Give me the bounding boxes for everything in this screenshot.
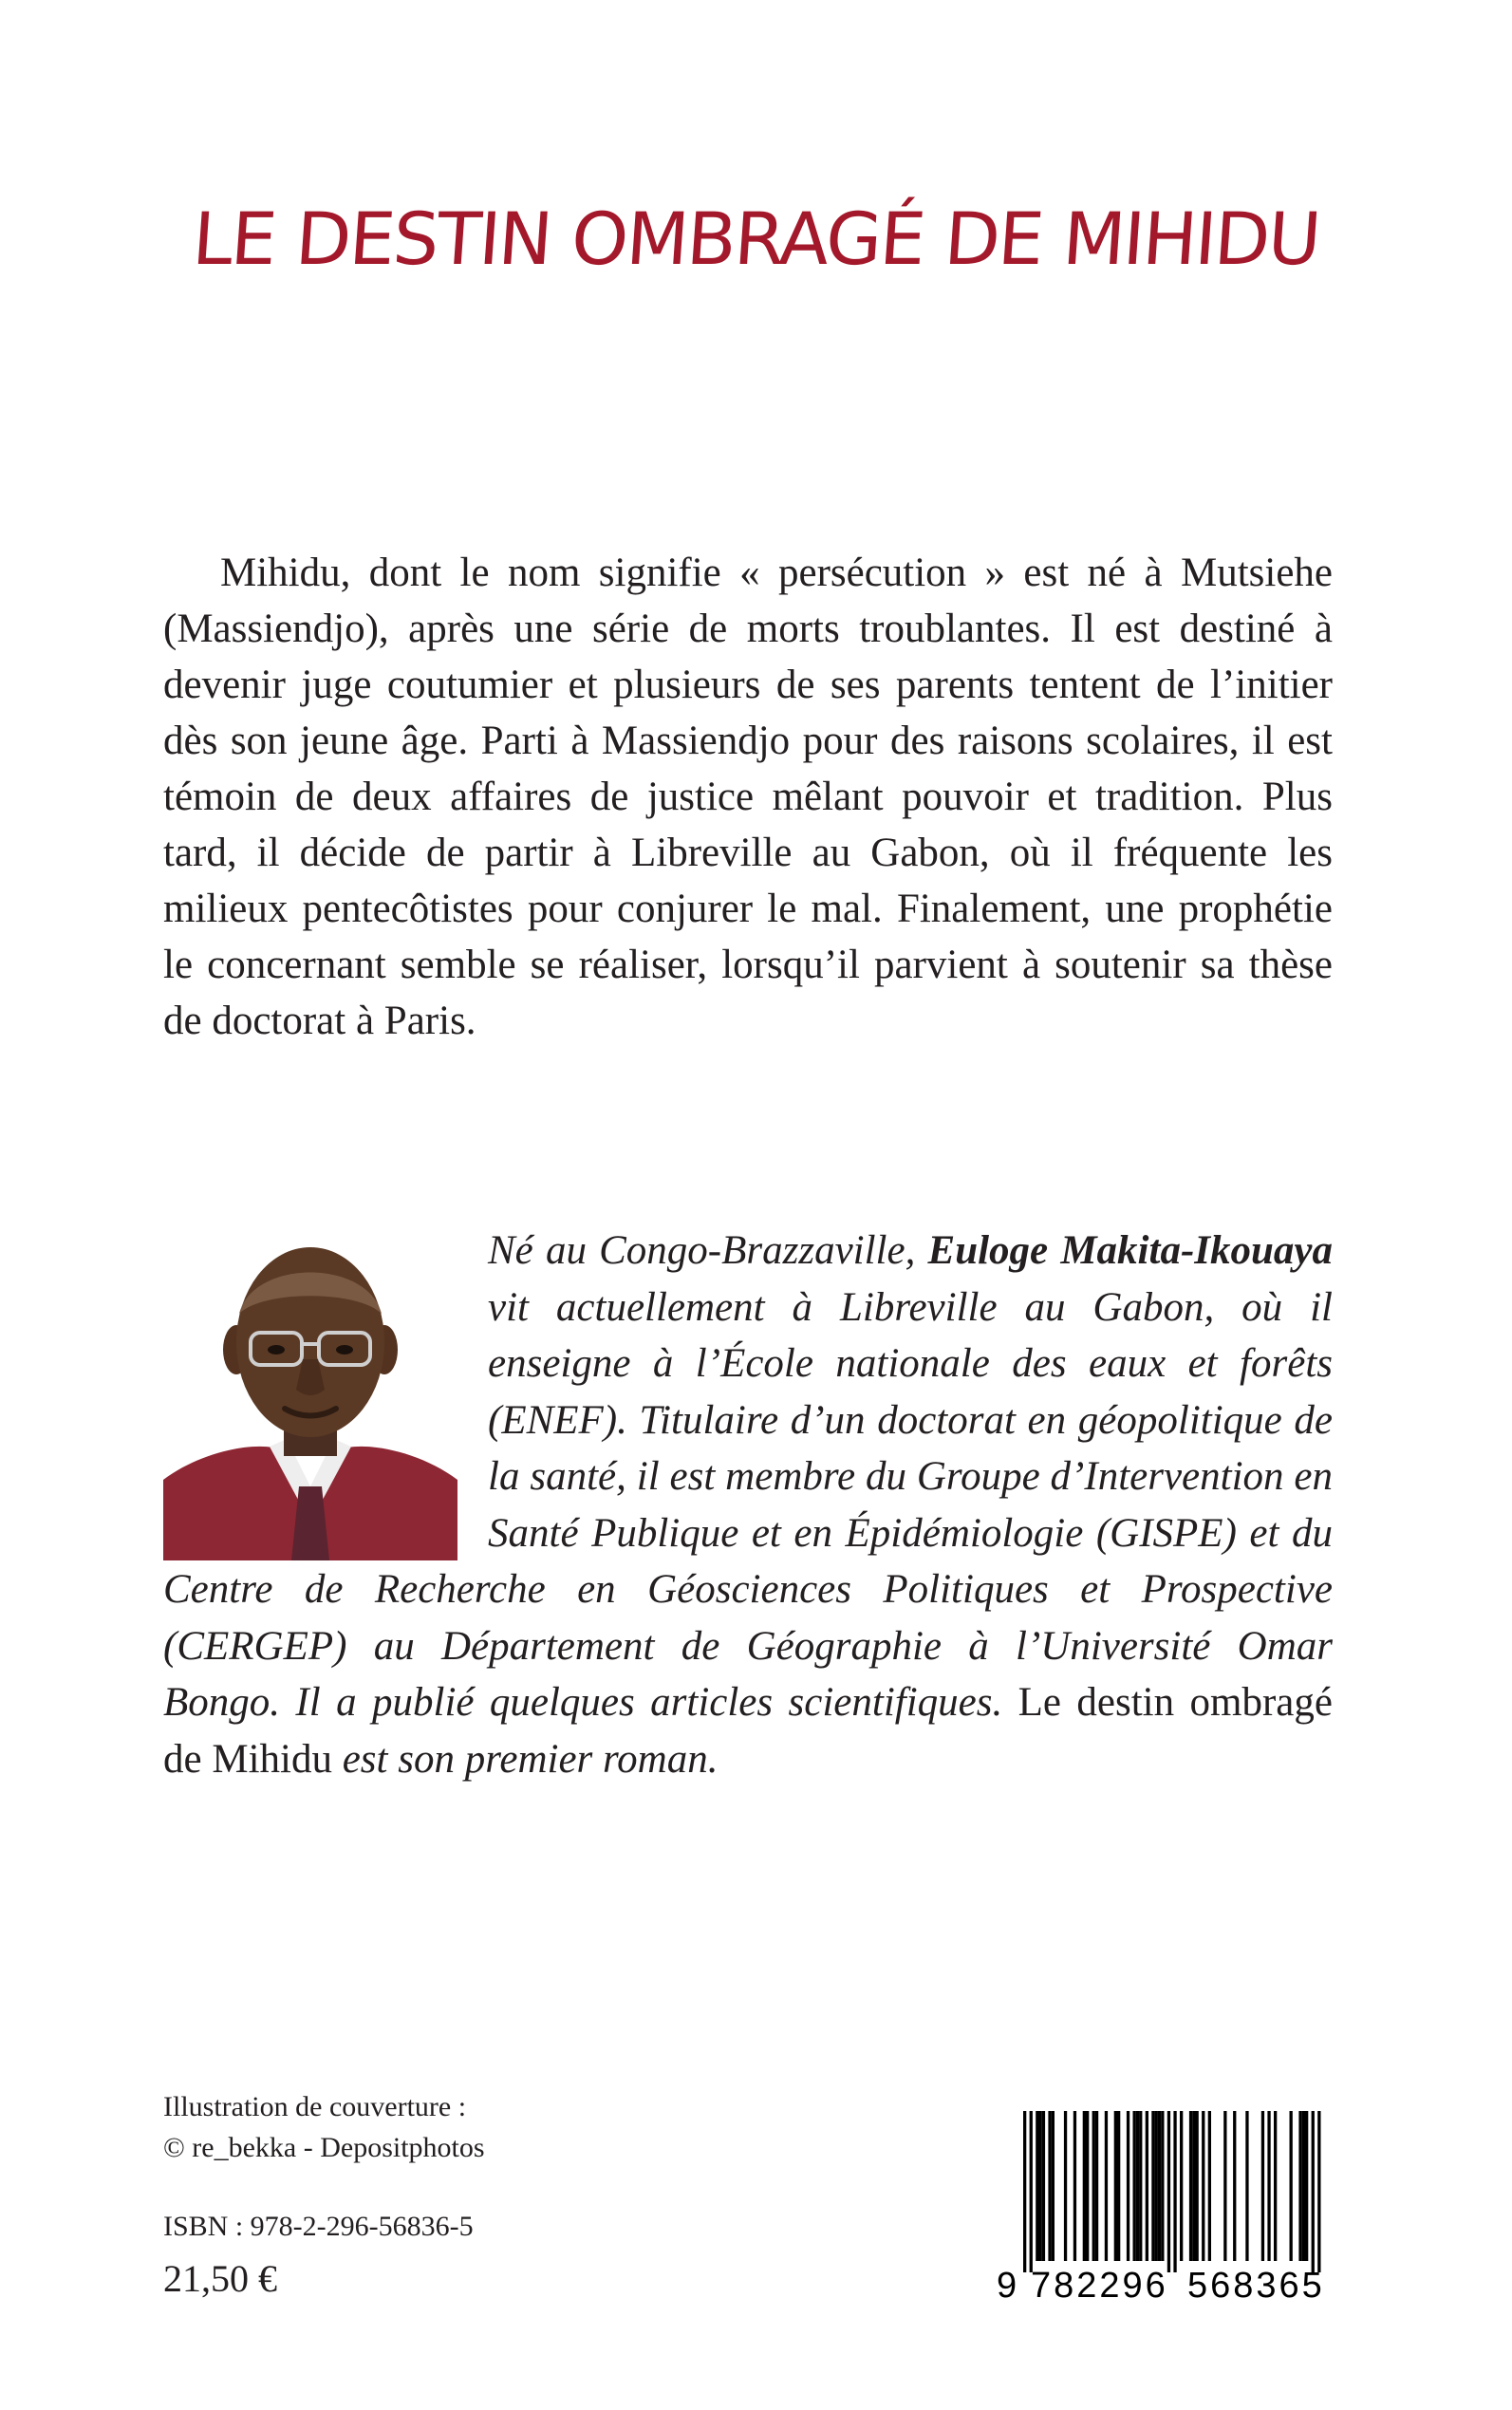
- barcode-bar: [1189, 2111, 1192, 2261]
- barcode-bar: [1151, 2111, 1154, 2261]
- barcode-bar: [1261, 2111, 1264, 2261]
- barcode-bar: [1267, 2111, 1270, 2261]
- barcode-bar: [1305, 2111, 1308, 2261]
- barcode-bar: [1042, 2111, 1045, 2261]
- bio-body: vit actuellement à Libreville au Gabon, où il enseigne à l’École nationale des eaux et forêts (ENEF). Titulaire d’un doctorat en géopolitique de la santé, il est membre du Groupe d’Intervention en Santé Publique et en Épidémiologie (GISPE) et du Centre de Recherche en Géosciences Politiques et Prospective (CERGEP) au Département de Géographie à l’Université Omar Bongo. Il a publié quelques articles scientifiques.: [163, 1284, 1333, 1725]
- book-title: LE DESTIN OMBRAGÉ DE MIHIDU: [190, 196, 1322, 281]
- barcode-bar: [1180, 2111, 1183, 2261]
- barcode-bar: [1136, 2111, 1139, 2261]
- barcode-bar: [1083, 2111, 1086, 2261]
- barcode-bar: [1133, 2111, 1136, 2261]
- barcode-bar: [1114, 2111, 1117, 2261]
- barcode-bar: [1192, 2111, 1195, 2261]
- bio-book-title: Le destin ombragé de Mihidu: [163, 1680, 1333, 1782]
- barcode-bar: [1023, 2111, 1026, 2272]
- price-text: 21,50 €: [163, 2257, 277, 2300]
- credits-line-1: Illustration de couverture :: [163, 2091, 467, 2122]
- barcode-bar: [1167, 2111, 1170, 2272]
- credits-line-2: © re_bekka - Depositphotos: [163, 2132, 485, 2163]
- barcode-bar: [1274, 2111, 1277, 2261]
- barcode-bar: [1127, 2111, 1129, 2261]
- barcode-bar: [1052, 2111, 1055, 2261]
- barcode-bar: [1233, 2111, 1236, 2261]
- barcode-bar: [1048, 2111, 1051, 2261]
- barcode-bar: [1196, 2111, 1199, 2261]
- barcode-digits-right: 568365: [1187, 2266, 1325, 2302]
- barcode-digit-lead: 9: [997, 2266, 1017, 2302]
- bio-ending: est son premier roman.: [331, 1736, 719, 1782]
- barcode-bar: [1245, 2111, 1248, 2261]
- barcode-bar: [1117, 2111, 1120, 2261]
- barcode-bar: [1086, 2111, 1089, 2261]
- barcode-bar: [1036, 2111, 1038, 2261]
- barcode-bar: [1092, 2111, 1095, 2261]
- barcode: [995, 2107, 1341, 2302]
- barcode-bar: [1202, 2111, 1204, 2261]
- isbn-text: ISBN : 978-2-296-56836-5: [163, 2211, 474, 2242]
- barcode-bar: [1105, 2111, 1108, 2261]
- barcode-bar: [1064, 2111, 1067, 2261]
- barcode-bar: [1208, 2111, 1211, 2261]
- barcode-bar: [1039, 2111, 1042, 2261]
- barcode-bar: [1158, 2111, 1161, 2261]
- barcode-bar: [1302, 2111, 1305, 2261]
- cover-credits: [163, 2086, 485, 2168]
- barcode-bar: [1030, 2111, 1033, 2272]
- barcode-digits-left: 782296: [1031, 2266, 1168, 2302]
- barcode-bar: [1290, 2111, 1293, 2261]
- barcode-bar: [1139, 2111, 1142, 2261]
- barcode-bar: [1146, 2111, 1148, 2261]
- author-bio: [163, 1223, 1333, 1787]
- barcode-bar: [1312, 2111, 1315, 2272]
- synopsis-paragraph: Mihidu, dont le nom signifie « persécution » est né à Mutsiehe (Massiendjo), après une série de morts troublantes. Il est destiné à devenir juge coutumier et plusieurs de ses parents tentent de l’initier dès son jeune âge. Parti à Massiendjo pour des raisons scolaires, il est témoin de deux affaires de justice mêlant pouvoir et tradition. Plus tard, il décide de partir à Libreville au Gabon, où il fréquente les milieux pentecôtistes pour conjurer le mal. Finalement, une prophétie le concernant semble se réaliser, lorsqu’il parvient à soutenir sa thèse de doctorat à Paris.: [163, 551, 1333, 1043]
- barcode-bar: [1223, 2111, 1226, 2261]
- barcode-bar: [1073, 2111, 1076, 2261]
- barcode-bar: [1173, 2111, 1176, 2272]
- barcode-bar: [1155, 2111, 1158, 2261]
- barcode-bar: [1161, 2111, 1164, 2261]
- author-photo: [163, 1238, 457, 1560]
- barcode-bar: [1095, 2111, 1098, 2261]
- barcode-bar: [1317, 2111, 1320, 2272]
- author-name: Euloge Makita-Ikouaya: [927, 1228, 1333, 1273]
- barcode-bars: [1023, 2111, 1321, 2272]
- barcode-bar: [1298, 2111, 1301, 2261]
- bio-intro: Né au Congo-Brazzaville,: [488, 1228, 928, 1273]
